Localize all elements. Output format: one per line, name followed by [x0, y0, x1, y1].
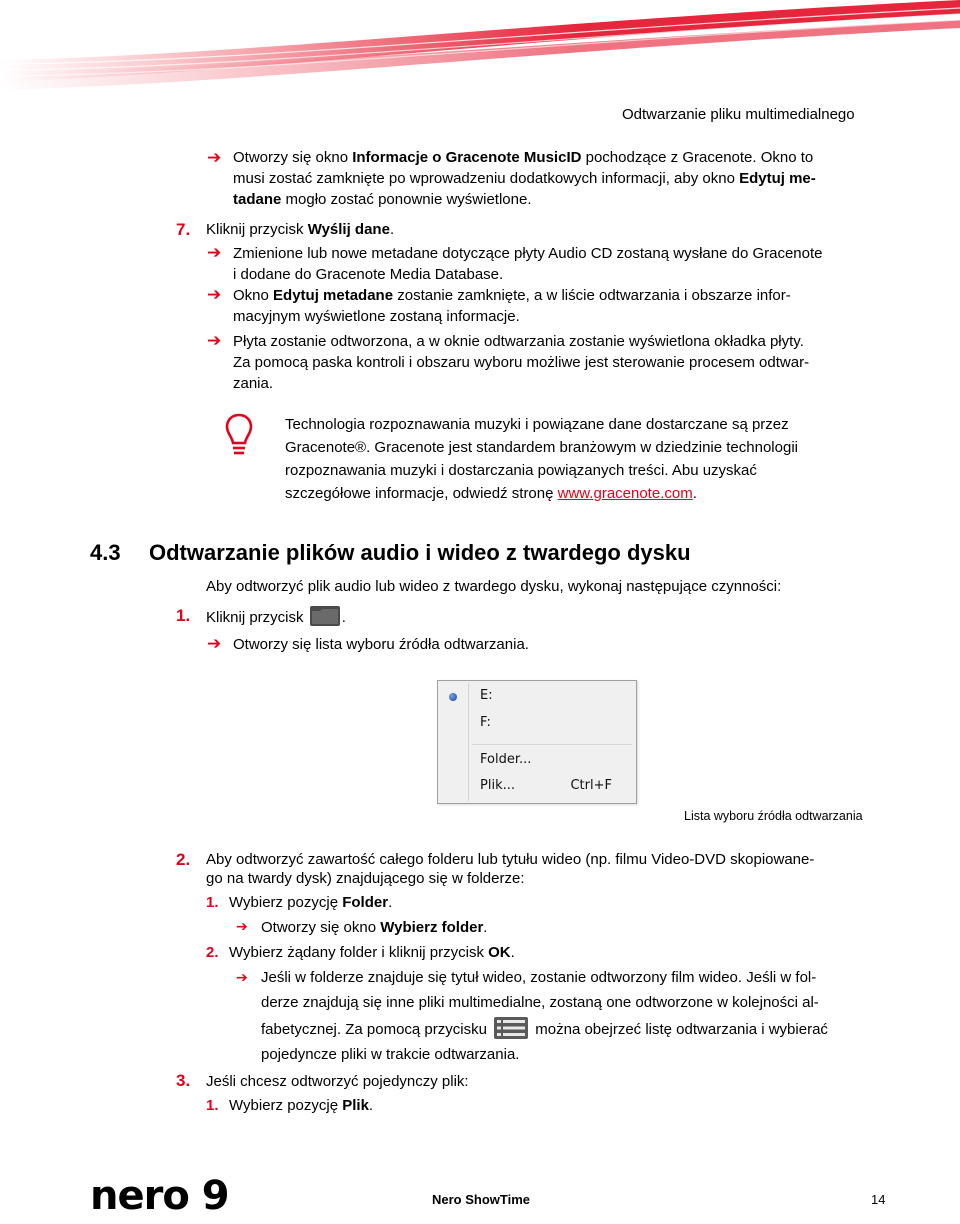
list-icon [494, 1017, 528, 1039]
step-send-data: Kliknij przycisk Wyślij dane. [206, 221, 395, 238]
substep-select-folder: Wybierz pozycję Folder. [229, 894, 393, 911]
tip-text: Technologia rozpoznawania muzyki i powiązane dane dostarczane są przez Gracenote®. Gracenote jest standardem branżowym w dziedzinie technologii rozpoznawania muzyki i dostarczania powiązanych treści. Abu uzyskać szczegółowe informacje, odwiedź stronę www.gracenote.com. [285, 416, 798, 502]
menu-item-file[interactable]: Plik... [480, 778, 515, 793]
step-number: 3. [176, 1071, 191, 1090]
section-title: Odtwarzanie plików audio i wideo z twardego dysku [149, 540, 691, 565]
right-arrow-icon: ➔ [207, 634, 222, 653]
right-arrow-icon: ➔ [207, 285, 222, 304]
page-number: 14 [871, 1192, 886, 1207]
menu-gutter [468, 683, 469, 801]
result-metadata-sent: Zmienione lub nowe metadane dotyczące płyty Audio CD zostaną wysłane do Gracenote i dodane do Gracenote Media Database. [233, 245, 823, 283]
result-source-list: Otworzy się lista wyboru źródła odtwarzania. [233, 636, 529, 653]
substep-select-file: Wybierz pozycję Plik. [229, 1097, 374, 1114]
playback-source-menu [437, 680, 637, 804]
substep-number: 2. [206, 944, 219, 961]
figure-caption: Lista wyboru źródła odtwarzania [684, 809, 863, 823]
footer-product: Nero ShowTime [432, 1192, 531, 1207]
right-arrow-icon: ➔ [207, 243, 222, 262]
section-number: 4.3 [90, 540, 121, 565]
substep-number: 1. [206, 894, 219, 911]
folder-icon [310, 606, 340, 626]
menu-item-drive-f[interactable]: F: [480, 715, 491, 730]
step-number: 7. [176, 220, 191, 239]
result-gracenote-window: Otworzy się okno Informacje o Gracenote MusicID pochodzące z Gracenote. Okno to musi zostać zamknięte po wprowadzeniu dodatkowych informacji, aby okno Edytuj me- tadane mogło zostać ponownie wyświetlone. [233, 149, 816, 208]
result-edit-window-closed: Okno Edytuj metadane zostanie zamknięte, a w liście odtwarzania i obszarze infor- macyjnym wyświetlone zostaną informacje. [233, 287, 791, 325]
menu-item-file-shortcut: Ctrl+F [570, 778, 612, 793]
right-arrow-icon: ➔ [207, 331, 222, 350]
right-arrow-icon: ➔ [236, 918, 248, 934]
nero-logo: nero 9 [90, 1173, 229, 1219]
running-header: Odtwarzanie pliku multimedialnego [622, 106, 855, 123]
result-folder-played: Jeśli w folderze znajduje się tytuł wideo, zostanie odtworzony film wideo. Jeśli w fol- derze znajdują się inne pliki multimedialne, zostaną one odtworzone w kolejności al- fabetycznej. Za pomocą przycisku można obejrzeć listę odtwarzania i wybierać pojedyncze pliki w trakcie odtwarzania. [261, 969, 828, 1063]
step-number: 2. [176, 850, 191, 869]
substep-number: 1. [206, 1097, 219, 1114]
gracenote-link[interactable]: www.gracenote.com [557, 485, 693, 502]
right-arrow-icon: ➔ [207, 148, 222, 167]
header-swoosh-decoration [0, 0, 960, 110]
right-arrow-icon: ➔ [236, 969, 248, 985]
step-number: 1. [176, 606, 191, 625]
menu-item-drive-e[interactable]: E: [480, 688, 493, 703]
step-play-single-file: Jeśli chcesz odtworzyć pojedynczy plik: [206, 1073, 469, 1090]
menu-separator [472, 744, 632, 745]
result-select-folder-window: Otworzy się okno Wybierz folder. [261, 919, 488, 936]
lightbulb-icon [225, 413, 253, 457]
step-play-folder: Aby odtworzyć zawartość całego folderu lub tytułu wideo (np. filmu Video-DVD skopiowane- go na twardy dysk) znajdującego się w folderze: [206, 851, 815, 887]
selected-radio-icon [449, 693, 457, 701]
result-disc-played: Płyta zostanie odtworzona, a w oknie odtwarzania zostanie wyświetlona okładka płyty. Za pomocą paska kontroli i obszaru wyboru możliwe jest sterowanie procesem odtwar- zania. [233, 333, 810, 392]
step-click-button: Kliknij przycisk . [206, 606, 346, 628]
substep-choose-folder-ok: Wybierz żądany folder i kliknij przycisk OK. [229, 944, 515, 961]
menu-item-folder[interactable]: Folder... [480, 752, 532, 767]
section-intro: Aby odtworzyć plik audio lub wideo z twardego dysku, wykonaj następujące czynności: [206, 578, 782, 595]
